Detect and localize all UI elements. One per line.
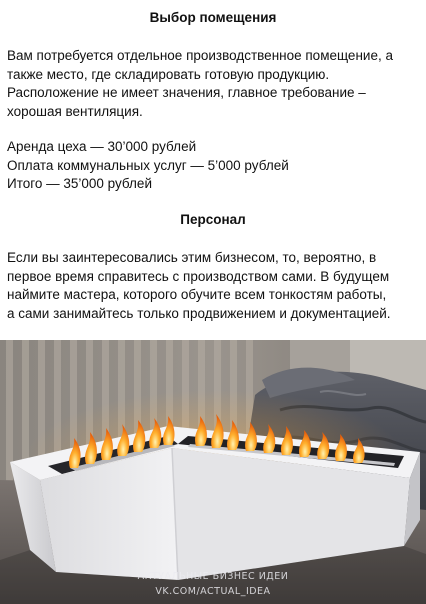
cost-utilities: Оплата коммунальных услуг — 5’000 рублей <box>7 157 289 173</box>
watermark-title: АКТУАЛЬНЫЕ БИЗНЕС ИДЕИ <box>137 571 289 582</box>
cost-rent: Аренда цеха — 30’000 рублей <box>7 139 197 154</box>
paragraph-line: Вам потребуется отдельное производственное помещение, а <box>7 48 393 63</box>
paragraph-line: наймите мастера, которого обучите всем тонкостям работы, <box>7 287 387 302</box>
paragraph-line: первое время справитесь с производством сами. В будущем <box>7 268 390 284</box>
section-title-room: Выбор помещения <box>149 10 277 25</box>
fireplace-photo <box>0 340 426 604</box>
paragraph-line: хорошая вентиляция. <box>7 103 143 119</box>
cost-list <box>7 138 421 194</box>
cost-total: Итого — 35’000 рублей <box>7 176 152 191</box>
paragraph-line: Расположение не имеет значения, главное требование – <box>7 85 366 100</box>
room-paragraph <box>7 47 421 121</box>
staff-paragraph <box>7 249 421 323</box>
watermark-url: VK.COM/ACTUAL_IDEA <box>155 586 271 597</box>
section-title-staff: Персонал <box>180 212 246 227</box>
paragraph-line: Если вы заинтересовались этим бизнесом, то, вероятно, в <box>7 250 377 265</box>
paragraph-line: а сами занимайтесь только продвижением и документацией. <box>7 305 391 321</box>
paragraph-line: также место, где складировать готовую продукцию. <box>7 66 330 82</box>
